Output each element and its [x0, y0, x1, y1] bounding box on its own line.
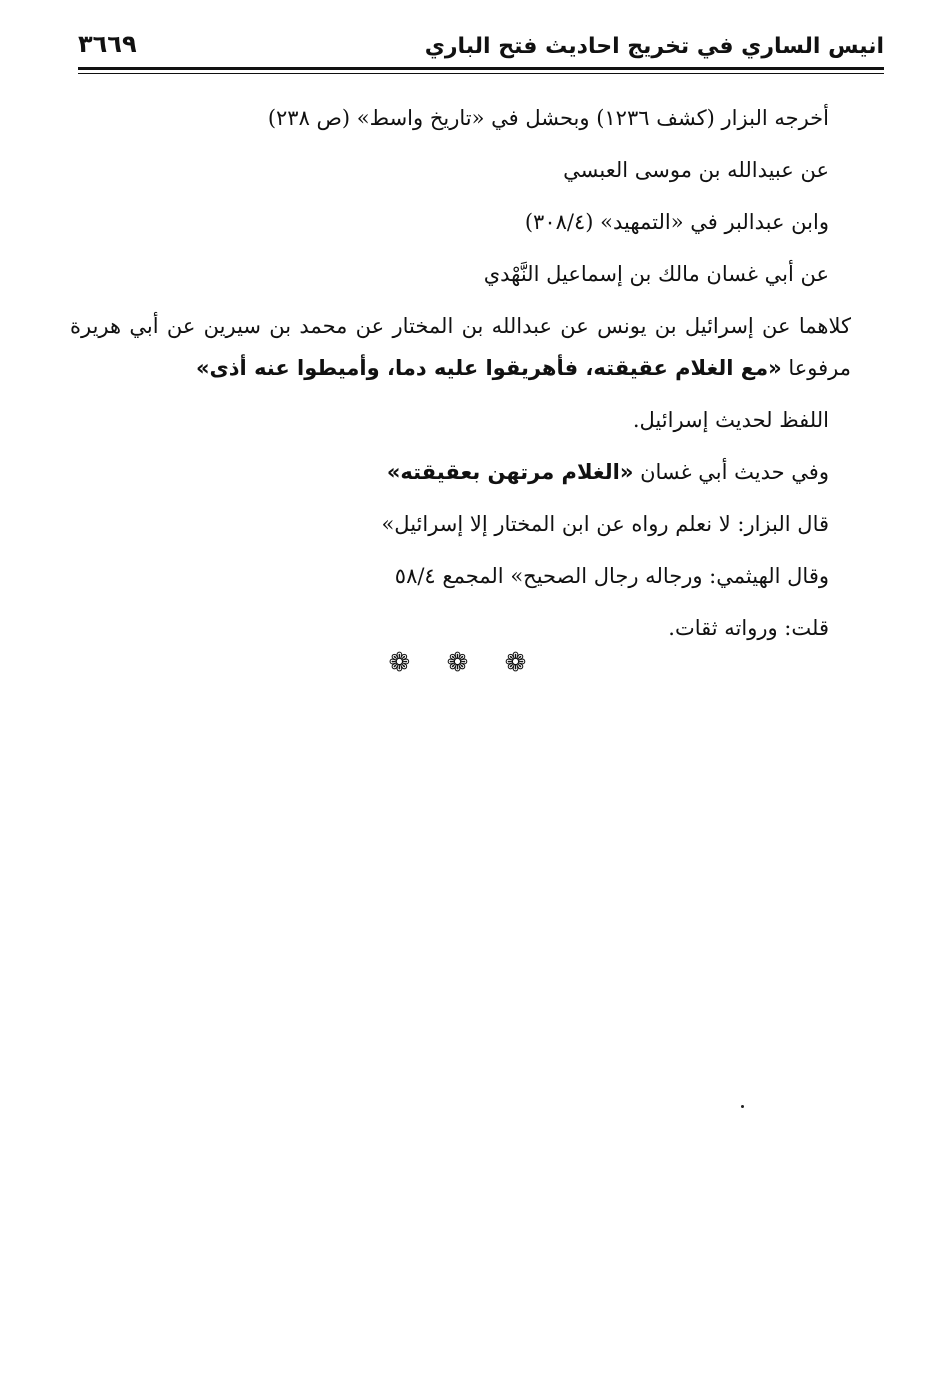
paragraph-bazzar-comment: قال البزار: لا نعلم رواه عن ابن المختار إلا إسرائيل» — [381, 512, 829, 536]
page-header — [78, 26, 884, 66]
paragraph-chain-1: عن عبيدالله بن موسى العبسي — [563, 158, 829, 182]
paragraph-abu-ghassan — [70, 446, 829, 498]
body-text — [70, 92, 851, 654]
scan-speck — [741, 1105, 744, 1108]
page-number: ٣٦٦٩ — [78, 30, 137, 58]
hadith-matn: «مع الغلام عقيقته، فأهريقوا عليه دما، وأميطوا عنه أذى» — [195, 356, 782, 380]
section-end-ornament-icon: ❁ ❁ ❁ — [388, 648, 541, 678]
header-rule-thick — [78, 67, 884, 70]
running-title: انيس الساري في تخريج احاديث فتح الباري — [424, 34, 884, 59]
paragraph-author-verdict: قلت: ورواته ثقات. — [668, 616, 829, 640]
paragraph-hadith — [70, 300, 851, 394]
abu-ghassan-matn: «الغلام مرتهن بعقيقته» — [386, 460, 634, 484]
paragraph-ibn-abdilbarr: وابن عبدالبر في «التمهيد» (٣٠٨/٤) — [524, 210, 829, 234]
paragraph-haythami-comment: وقال الهيثمي: ورجاله رجال الصحيح» المجمع ٥٨/٤ — [394, 564, 829, 588]
hadith-isnad: كلاهما عن إسرائيل بن يونس عن عبدالله بن المختار عن محمد بن سيرين عن أبي هريرة مرفوعا — [70, 314, 851, 380]
paragraph-takhrij: أخرجه البزار (كشف ١٢٣٦) وبحشل في «تاريخ واسط» (ص ٢٣٨) — [267, 106, 829, 130]
paragraph-wording-note: اللفظ لحديث إسرائيل. — [632, 408, 829, 432]
paragraph-chain-2: عن أبي غسان مالك بن إسماعيل النَّهْدي — [483, 262, 829, 286]
header-rule-thin — [78, 73, 884, 74]
abu-ghassan-intro: وفي حديث أبي غسان — [640, 460, 829, 484]
